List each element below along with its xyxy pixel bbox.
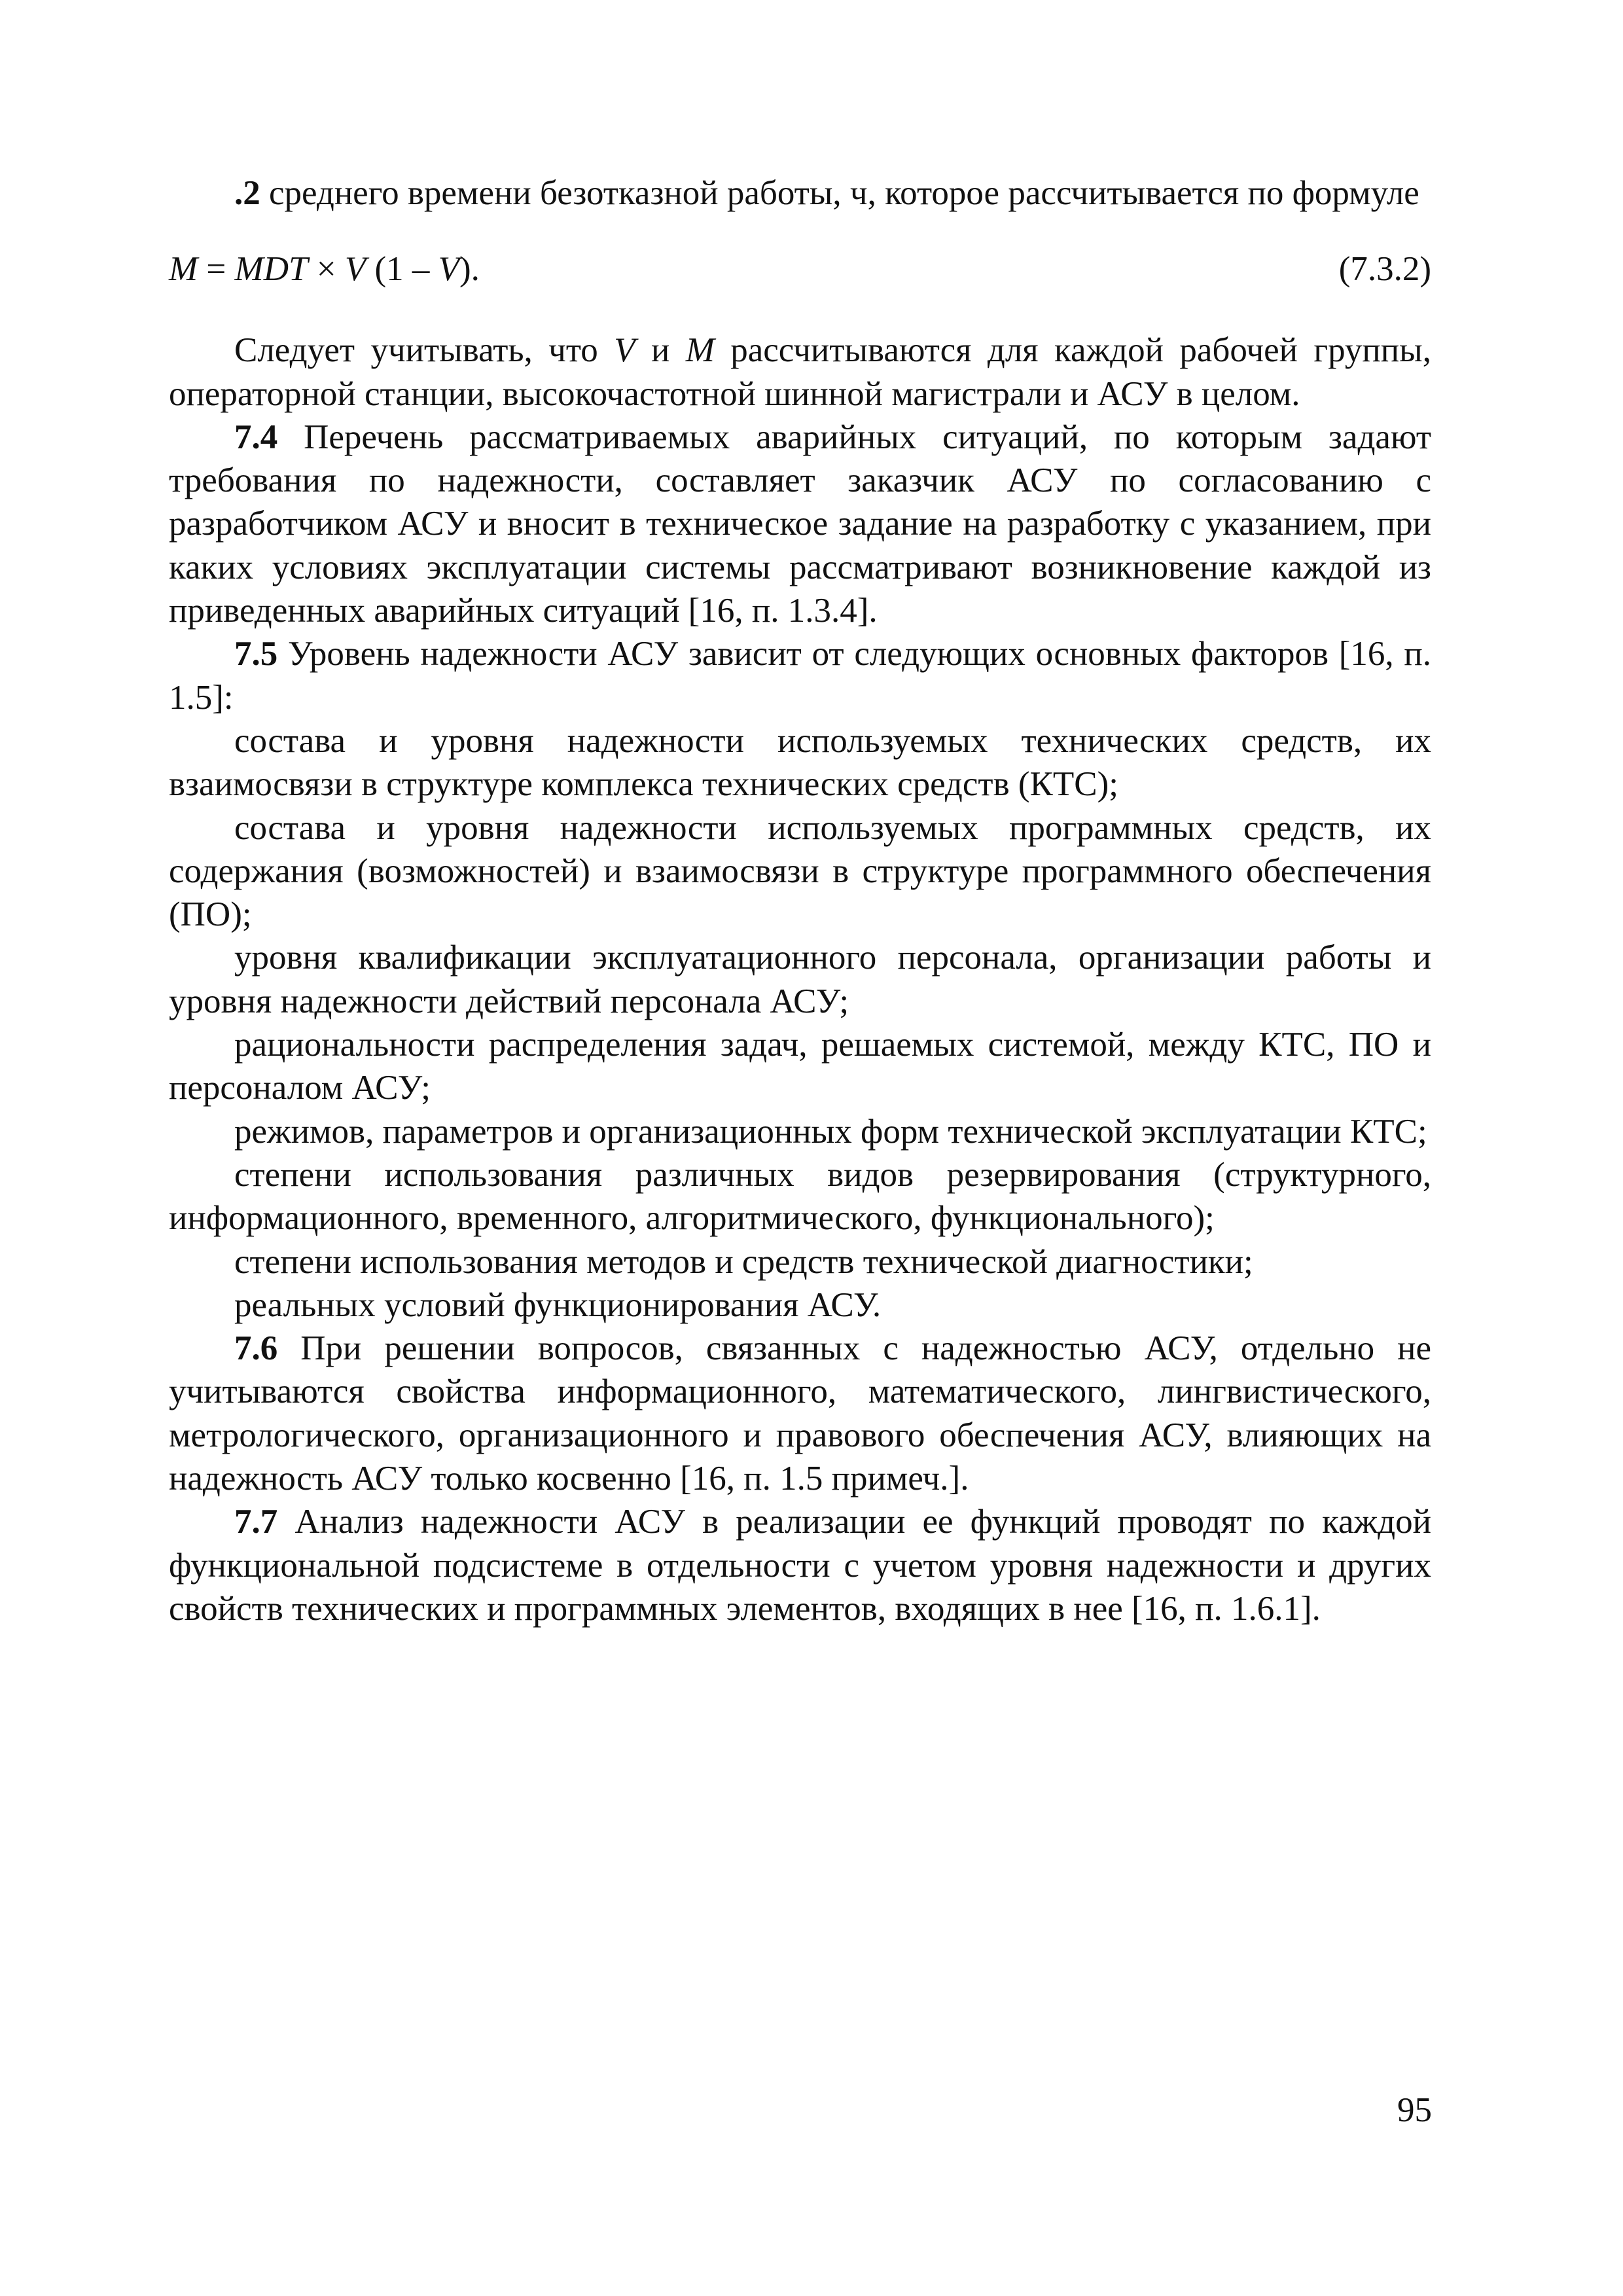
formula-7-3-2 [169,247,480,291]
formula-open-paren: (1 – [366,250,438,289]
paragraph-note [169,329,1431,416]
section-7-6 [169,1327,1431,1500]
list-item: уровня квалификации эксплуатационного персонала, организации работы и уровня надежности действий персонала АСУ; [169,939,1431,1020]
section-text: Уровень надежности АСУ зависит от следующих основных факторов [16, п. 1.5]: [169,635,1431,717]
list-item: реальных условий функционирования АСУ. [234,1285,882,1324]
paragraph-text: среднего времени безотказной работы, ч, которое рассчитывается по формуле [260,174,1419,212]
list-item: режимов, параметров и организационных форм технической эксплуатации КТС; [234,1112,1427,1151]
item-number: .2 [234,174,260,212]
formula-close-paren: ). [459,250,480,289]
note-and: и [635,331,686,370]
section-number: 7.4 [234,418,278,456]
list-item: состава и уровня надежности используемых технических средств, их взаимосвязи в структуре комплекса технических средств (КТС); [169,721,1431,804]
paragraph-mtbf-intro [169,171,1431,215]
note-text-2: рассчитываются для каждой рабочей группы, операторной станции, высокочастотной шинной магистрали и АСУ в целом. [169,331,1431,413]
section-text: Анализ надежности АСУ в реализации ее функций проводят по каждой функциональной подсистеме в отдельности с учетом уровня надежности и других свойств технических и программных элементов, входящих в нее [16, п. 1.6.1]. [169,1503,1431,1628]
note-text-1: Следует учитывать, что [234,331,615,370]
section-7-7 [169,1500,1431,1630]
section-7-5 [169,632,1431,719]
list-item: рациональности распределения задач, решаемых системой, между КТС, ПО и персоналом АСУ; [169,1026,1431,1107]
formula-line [169,247,1431,291]
formula-equals: = [198,250,235,289]
section-7-4 [169,416,1431,632]
section-number: 7.7 [234,1503,278,1541]
note-var-m: M [685,331,715,370]
formula-var-v: V [344,250,366,289]
list-item: степени использования различных видов резервирования (структурного, информационного, временного, алгоритмического, функционального); [169,1155,1431,1238]
section-text: Перечень рассматриваемых аварийных ситуаций, по которым задают требования по надежности, составляет заказчик АСУ по согласованию с разработчиком АСУ и вносит в техническое задание на разработку с указанием, при каких условиях эксплуатации системы рассматривают возникновение каждой из приведенных аварийных ситуаций [16, п. 1.3.4]. [169,418,1431,630]
list-item: степени использования методов и средств технической диагностики; [234,1242,1253,1281]
note-var-v: V [614,331,635,370]
formula-times: × [308,250,345,289]
formula-var-m: M [169,250,198,289]
section-number: 7.5 [234,635,278,673]
formula-var-mdt: MDT [234,250,308,289]
list-item: состава и уровня надежности используемых программных средств, их содержания (возможностей) и взаимосвязи в структуре программного обеспечения (ПО); [169,808,1431,934]
page-number: 95 [1397,2091,1432,2129]
formula-var-v2: V [438,250,459,289]
equation-number: (7.3.2) [1338,250,1431,289]
section-number: 7.6 [234,1329,278,1368]
section-text: При решении вопросов, связанных с надежностью АСУ, отдельно не учитываются свойства информационного, математического, лингвистического, метрологического, организационного и правового обеспечения АСУ, влияющих на надежность АСУ только косвенно [16, п. 1.5 примеч.]. [169,1329,1431,1498]
body-text [169,171,1431,1630]
